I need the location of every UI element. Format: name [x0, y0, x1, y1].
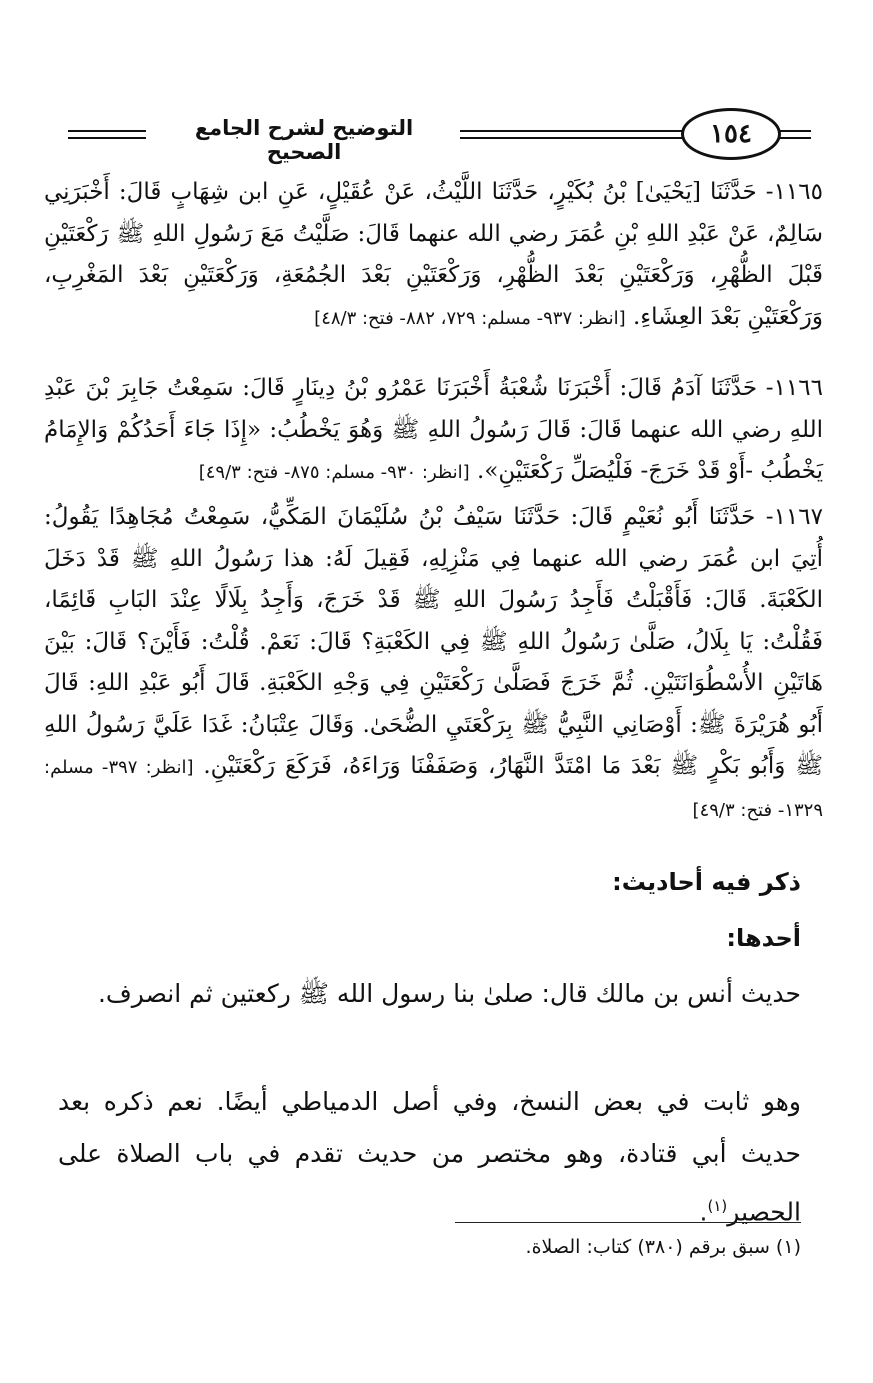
page-number: ١٥٤ — [681, 108, 781, 160]
hadith-1165-reference: [انظر: ٩٣٧- مسلم: ٧٢٩، ٨٨٢- فتح: ٤٨/٣] — [314, 307, 626, 329]
paragraph-2-text: وهو ثابت في بعض النسخ، وفي أصل الدمياطي أيضًا. نعم ذكره بعد حديث أبي قتادة، وهو مختصر من حديث تقدم في باب الصلاة على الحصير — [58, 1087, 801, 1227]
header-rule-left — [68, 130, 146, 139]
hadith-1167-text: ١١٦٧- حَدَّثَنَا أَبُو نُعَيْمٍ قَالَ: حَدَّثَنَا سَيْفُ بْنُ سُلَيْمَانَ المَكِّيُّ، سَمِعْتُ مُجَاهِدًا يَقُولُ: أُتِيَ ابن عُمَرَ رضي الله عنهما فِي مَنْزِلِهِ، فَقِيلَ لَهُ: هذا رَسُولُ اللهِ ﷺ قَدْ دَخَلَ الكَعْبَةَ. قَالَ: فَأَقْبَلْتُ فَأَجِدُ رَسُولَ اللهِ ﷺ قَدْ خَرَجَ، وَأَجِدُ بِلَالًا عِنْدَ البَابِ قَائِمًا، فَقُلْتُ: يَا بِلَالُ، صَلَّىٰ رَسُولُ اللهِ ﷺ فِي الكَعْبَةِ؟ قَالَ: نَعَمْ. قُلْتُ: فَأَيْنَ؟ قَالَ: بَيْنَ هَاتَيْنِ الأُسْطُوَانَتَيْنِ. ثُمَّ خَرَجَ فَصَلَّىٰ رَكْعَتَيْنِ فِي وَجْهِ الكَعْبَةِ. قَالَ أَبُو عَبْدِ اللهِ: قَالَ أَبُو هُرَيْرَةَ ﷺ: أَوْصَانِي النَّبِيُّ ﷺ بِرَكْعَتَيِ الضُّحَىٰ. وَقَالَ عِتْبَانُ: غَدَا عَلَيَّ رَسُولُ اللهِ ﷺ وَأَبُو بَكْرٍ ﷺ بَعْدَ مَا امْتَدَّ النَّهَارُ، وَصَفَفْنَا وَرَاءَهُ، فَرَكَعَ رَكْعَتَيْنِ. — [44, 504, 824, 779]
commentary-intro: ذكر فيه أحاديث: — [612, 868, 801, 896]
header-rule-right — [779, 130, 811, 139]
paragraph-2-end: . — [699, 1197, 708, 1227]
commentary-first-heading: أحدها: — [726, 924, 801, 952]
header-rule-middle — [460, 130, 710, 139]
hadith-1167-reference: [انظر: ٣٩٧- مسلم: ١٣٢٩- فتح: ٤٩/٣] — [44, 757, 823, 821]
hadith-1166-reference: [انظر: ٩٣٠- مسلم: ٨٧٥- فتح: ٤٩/٣] — [198, 462, 470, 483]
hadith-1167 — [44, 497, 823, 831]
hadith-1165 — [44, 172, 823, 339]
hadith-1165-text: ١١٦٥- حَدَّثَنَا [يَحْيَىٰ] بْنُ بُكَيْرٍ، حَدَّثَنَا اللَّيْثُ، عَنْ عُقَيْلٍ، عَنِ ابن شِهَابٍ قَالَ: أَخْبَرَنِي سَالِمٌ، عَنْ عَبْدِ اللهِ بْنِ عُمَرَ رضي الله عنهما قَالَ: صَلَّيْتُ مَعَ رَسُولِ اللهِ ﷺ رَكْعَتَيْنِ قَبْلَ الظُّهْرِ، وَرَكْعَتَيْنِ بَعْدَ الظُّهْرِ، وَرَكْعَتَيْنِ بَعْدَ الجُمُعَةِ، وَرَكْعَتَيْنِ بَعْدَ المَغْرِبِ، وَرَكْعَتَيْنِ بَعْدَ العِشَاءِ. — [44, 179, 823, 330]
footnote-separator — [455, 1222, 801, 1223]
commentary-paragraph-1: حديث أنس بن مالك قال: صلىٰ بنا رسول الله ﷺ ركعتين ثم انصرف. — [97, 979, 801, 1008]
commentary-paragraph-2 — [58, 1076, 801, 1238]
footnote: (١) سبق برقم (٣٨٠) كتاب: الصلاة. — [525, 1236, 801, 1258]
footnote-marker: (١) — [707, 1197, 728, 1215]
hadith-1166-text: ١١٦٦- حَدَّثَنَا آدَمُ قَالَ: أَخْبَرَنَا شُعْبَةُ أَخْبَرَنَا عَمْرُو بْنُ دِينَارٍ قَالَ: سَمِعْتُ جَابِرَ بْنَ عَبْدِ اللهِ رضي الله عنهما قَالَ: قَالَ رَسُولُ اللهِ ﷺ وَهُوَ يَخْطُبُ: «إِذَا جَاءَ أَحَدُكُمْ وَالإِمَامُ يَخْطُبُ -أَوْ قَدْ خَرَجَ- فَلْيُصَلِّ رَكْعَتَيْنِ». — [44, 375, 823, 484]
running-title: التوضيح لشرح الجامع الصحيح — [194, 116, 414, 164]
hadith-1166 — [44, 368, 823, 494]
page-header — [60, 108, 803, 164]
